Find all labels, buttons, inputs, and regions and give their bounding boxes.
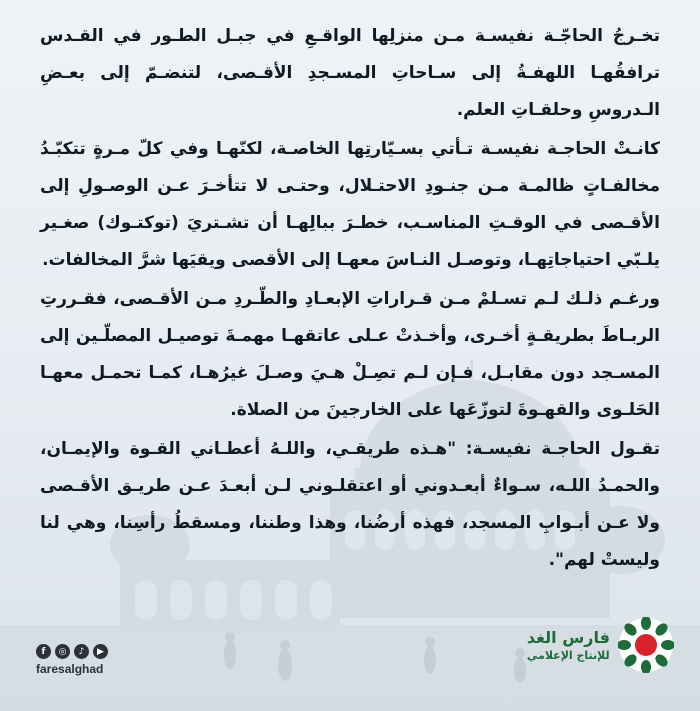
social-handle: faresalghad bbox=[36, 662, 104, 676]
brand-logo bbox=[527, 617, 674, 673]
article-paragraph-4: تقـول الحاجـة نفيسـة: "هـذه طريقـي، واللـهُ أعطـاني القـوة والإيمـان، والحمـدُ اللـه، سـواءٌ أبعـدوني أو اعتقلـوني لـن أبعـدَ عـن طريـق الأقـصى ولا عـن أبـوابِ المسجد، فهذه أرضُنا، وهذا وطننا، ومسقطُ رأسِنا، وهي لنا وليستْ لهم". bbox=[40, 439, 660, 570]
instagram-icon[interactable]: ◎ bbox=[55, 644, 70, 659]
brand-name: فارس الغد bbox=[526, 627, 610, 647]
article-body bbox=[40, 18, 660, 581]
facebook-icon[interactable]: f bbox=[36, 644, 51, 659]
article-paragraph-1: تخـرجُ الحاجّـة نفيسـة مـن منزلِها الواقـعِ في جبـل الطـور في القـدس ترافقُهـا اللهفـةُ إلى سـاحاتِ المسـجدِ الأقـصى، لتنضـمّ إلى بعـضِ الـدروسِ وحلقـاتِ العلم. bbox=[40, 26, 660, 120]
tiktok-icon[interactable]: ♪ bbox=[74, 644, 89, 659]
social-links bbox=[36, 644, 108, 676]
youtube-icon[interactable]: ▶ bbox=[93, 644, 108, 659]
brand-text bbox=[527, 628, 610, 663]
article-paragraph-3: ورغـم ذلـك لـم تسـلمْ مـن قـراراتِ الإبعـادِ والطّـردِ مـن الأقـصى، فقـررتِ الربـاطَ بطريقـةٍ أخـرى، وأخـذتْ عـلى عاتقهـا مهمـةَ توصيـل المصلّـين إلى المسـجد دون مقابـل، فـإن لـم تصِـلْ هـيَ وصـلَ غيرُهـا، كمـا تحمـل معهـا الحَلـوى والقهـوةَ لتوزّعَها على الخارجينَ من الصلاة. bbox=[40, 289, 660, 420]
brand-emblem-icon bbox=[618, 617, 674, 673]
article-paragraph-2: كانـتْ الحاجـة نفيسـة تـأتي بسـيّارتِها الخاصـة، لكنّهـا وفي كلّ مـرةٍ تتكبّـدُ مخالفـاتٍ ظالمـة مـن جنـودِ الاحتـلال، وحتـى لا تتأخـرَ عـن الوصـولِ إلى الأقـصى في الوقـتِ المناسـب، خطـرَ ببالِهـا أن تشـتريَ (توكتـوك) صغـير يلـبّي احتياجاتِهـا، وتوصـل النـاسَ معهـا إلى الأقصى ويقيَها شرَّ المخالفات. bbox=[40, 139, 660, 270]
social-icons-row bbox=[36, 644, 108, 659]
brand-tagline: للإنتاج الإعلامي bbox=[526, 648, 610, 662]
